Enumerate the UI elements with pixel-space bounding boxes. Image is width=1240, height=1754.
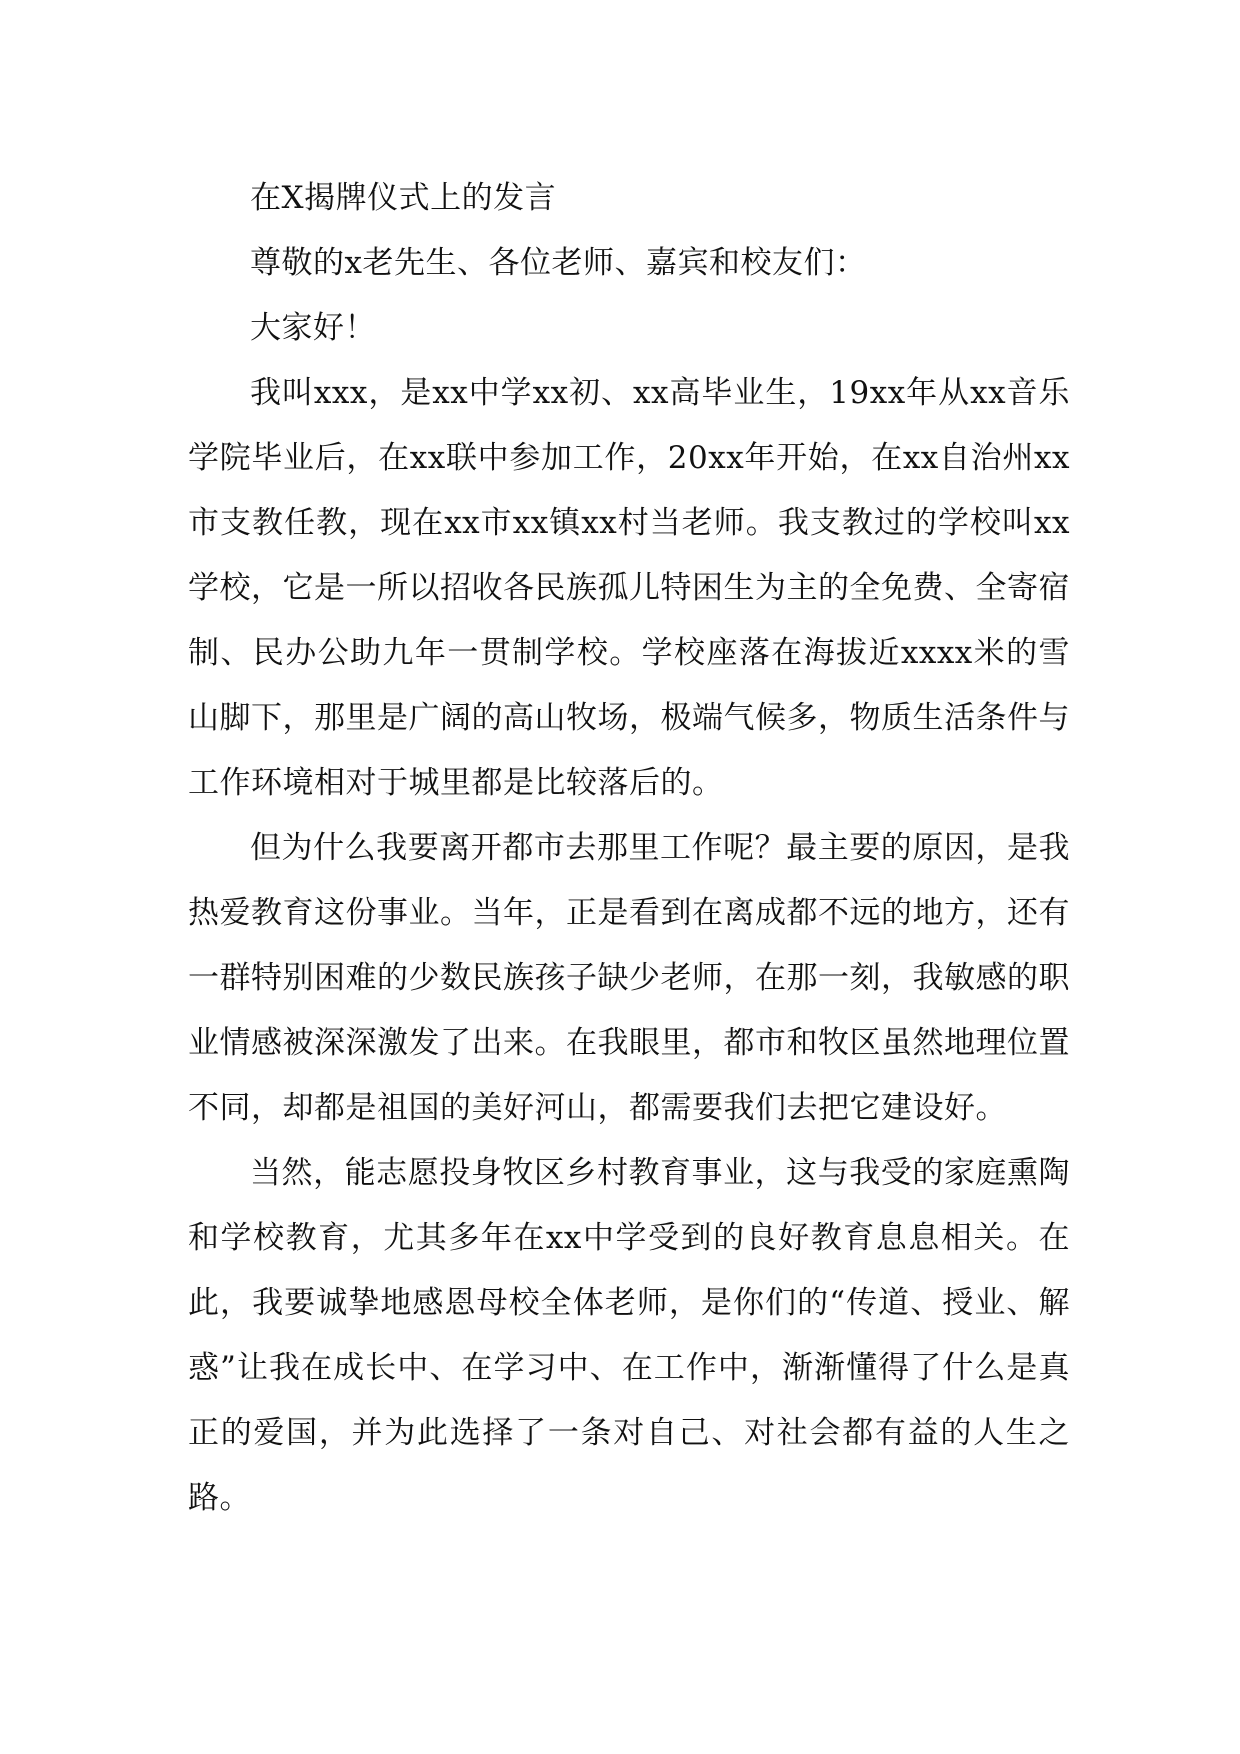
body-paragraph-2: 但为什么我要离开都市去那里工作呢？最主要的原因，是我热爱教育这份事业。当年，正是看到在离成都不远的地方，还有一群特别困难的少数民族孩子缺少老师，在那一刻，我敏感的职业情感被深深激发了出来。在我眼里，都市和牧区虽然地理位置不同，却都是祖国的美好河山，都需要我们去把它建设好。	[188, 830, 1070, 1126]
salutation: 尊敬的x老先生、各位老师、嘉宾和校友们：	[250, 245, 867, 281]
body-paragraph-3: 当然，能志愿投身牧区乡村教育事业，这与我受的家庭熏陶和学校教育，尤其多年在xx中学受到的良好教育息息相关。在此，我要诚挚地感恩母校全体老师，是你们的“传道、授业、解惑”让我在成长中、在学习中、在工作中，渐渐懂得了什么是真正的爱国，并为此选择了一条对自己、对社会都有益的人生之路。	[188, 1155, 1070, 1516]
body-paragraph-1: 我叫xxx，是xx中学xx初、xx高毕业生，19xx年从xx音乐学院毕业后，在xx联中参加工作，20xx年开始，在xx自治州xx市支教任教，现在xx市xx镇xx村当老师。我支教过的学校叫xx学校，它是一所以招收各民族孤儿特困生为主的全免费、全寄宿制、民办公助九年一贯制学校。学校座落在海拔近xxxx米的雪山脚下，那里是广阔的高山牧场，极端气候多，物质生活条件与工作环境相对于城里都是比较落后的。	[188, 375, 1070, 801]
speech-title: 在X揭牌仪式上的发言	[250, 180, 557, 216]
greeting: 大家好！	[250, 310, 376, 346]
document-page	[188, 166, 1070, 1531]
